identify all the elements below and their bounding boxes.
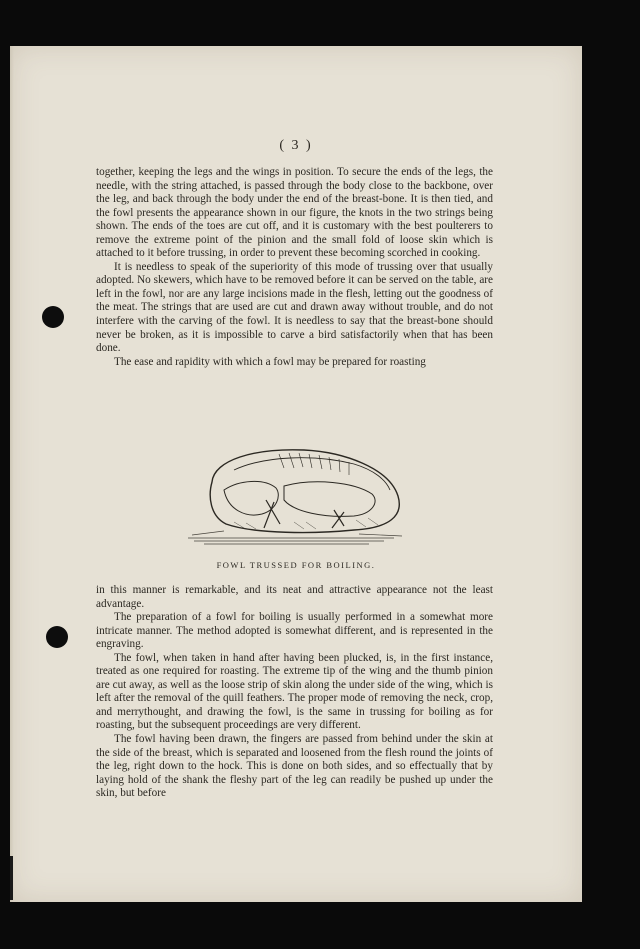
punch-hole-lower bbox=[46, 626, 68, 648]
document-page bbox=[10, 46, 582, 902]
page-number: ( 3 ) bbox=[279, 138, 313, 153]
paragraph: The fowl, when taken in hand after having been plucked, is, in the first instance, treated as one required for roasting. The extreme tip of the wing and the thumb pinion are cut away, as well as the loose strip of skin along the under side of the wing, which is left after the removal of the quill feathers. The proper mode of removing the neck, crop, and merrythought, and drawing the fowl, is the same in trussing for boiling as for roasting, but the subsequent proceedings are very different. bbox=[96, 651, 493, 732]
text-block-bottom bbox=[96, 584, 493, 801]
punch-hole-upper bbox=[42, 306, 64, 328]
paragraph: The preparation of a fowl for boiling is usually performed in a somewhat more intricate manner. The method adopted is somewhat different, and is represented in the engraving. bbox=[96, 611, 493, 651]
page-edge bbox=[10, 46, 14, 902]
figure-caption: FOWL TRUSSED FOR BOILING. bbox=[216, 560, 376, 570]
trussed-fowl-engraving-icon bbox=[184, 430, 410, 550]
paragraph: in this manner is remarkable, and its neat and attractive appearance not the least advantage. bbox=[96, 584, 493, 610]
paragraph: It is needless to speak of the superiority of this mode of trussing over that usually adopted. No skewers, which have to be removed before it can be served on the table, are left in the fowl, nor are any large incisions made in the flesh, letting out the goodness of the meat. The strings that are used are cut and drawn away without trouble, and do not interfere with the carving of the fowl. It is needless to say that the breast-bone should never be broken, as it is impossible to carve a bird satisfactorily when that has been done. bbox=[96, 260, 493, 355]
paragraph: The fowl having been drawn, the fingers are passed from behind under the skin at the side of the breast, which is separated and loosened from the flesh round the joints of the leg, right down to the hock. This is done on both sides, and so effectually that by laying hold of the shank the fleshy part of the leg can readily be pushed up under the skin, but before bbox=[96, 733, 493, 800]
paragraph: together, keeping the legs and the wings in position. To secure the ends of the legs, the needle, with the string attached, is passed through the body close to the backbone, over the leg, and back through the body under the end of the breast-bone. It is then tied, and the fowl presents the appearance shown in our figure, the knots in the two strings being shown. The ends of the toes are cut off, and it is customary with the best poulterers to remove the extreme point of the pinion and the small fold of loose skin which is attached to it before trussing, in order to prevent these becoming scorched in cooking. bbox=[96, 166, 493, 260]
paragraph: The ease and rapidity with which a fowl may be prepared for roasting bbox=[114, 355, 426, 368]
text-block-top bbox=[96, 166, 493, 369]
binding-mark bbox=[10, 856, 13, 900]
